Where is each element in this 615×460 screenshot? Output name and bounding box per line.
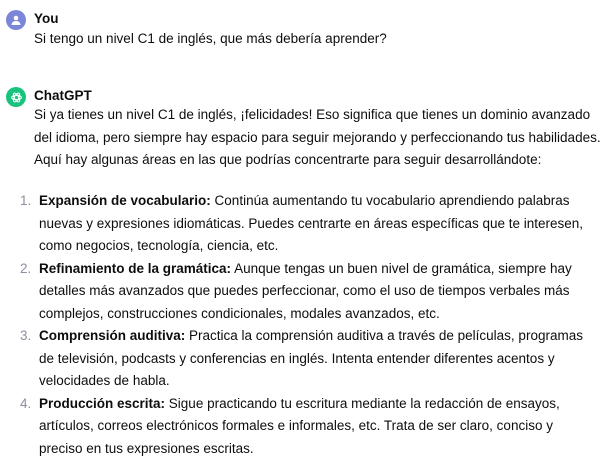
list-item-number: 2. — [20, 258, 31, 281]
tips-list — [0, 190, 600, 460]
list-item-term: Expansión de vocabulario: — [39, 193, 211, 208]
user-author-name: You — [34, 10, 59, 28]
assistant-intro-text: Si ya tienes un nivel C1 de inglés, ¡felicidades! Eso significa que tienes un dominio avanzado del idioma, pero siempre hay espacio para seguir mejorando y perfeccionando tus habilidades. Aquí hay algunas áreas en las que podrías concentrarte para seguir desarrollándote: — [34, 104, 605, 172]
list-item-number: 1. — [20, 190, 31, 213]
user-icon — [10, 14, 22, 26]
user-message-text: Si tengo un nivel C1 de inglés, que más debería aprender? — [34, 28, 605, 51]
list-item-number: 4. — [20, 393, 31, 416]
assistant-author-name: ChatGPT — [34, 87, 92, 105]
list-item-text: Aunque tengas un buen nivel de gramática, siempre hay detalles más avanzados que puedes perfeccionar, como el uso de tiempos verbales más complejos, construcciones condicionales, modales avanzados, etc. — [39, 261, 572, 321]
list-item-number: 3. — [20, 325, 31, 348]
list-item-text: Practica la comprensión auditiva a través de películas, programas de televisión, podcasts y conferencias en inglés. Intenta entender diferentes acentos y velocidades de habla. — [39, 328, 583, 388]
list-item — [0, 190, 600, 258]
assistant-avatar — [6, 87, 26, 107]
list-item — [0, 325, 600, 393]
user-avatar — [6, 10, 26, 30]
list-item — [0, 258, 600, 326]
list-item-term: Comprensión auditiva: — [39, 328, 185, 343]
list-item-text: Continúa aumentando tu vocabulario aprendiendo palabras nuevas y expresiones idiomáticas. Puedes centrarte en áreas específicas que te interesen, como negocios, tecnología, ciencia, etc. — [39, 193, 583, 253]
openai-logo-icon — [10, 91, 23, 104]
list-item-term: Refinamiento de la gramática: — [39, 261, 231, 276]
list-item-term: Producción escrita: — [39, 396, 165, 411]
list-item — [0, 393, 600, 460]
list-item-text: Sigue practicando tu escritura mediante la redacción de ensayos, artículos, correos electrónicos formales e informales, etc. Trata de ser claro, conciso y preciso en tus expresiones escritas. — [39, 396, 560, 456]
